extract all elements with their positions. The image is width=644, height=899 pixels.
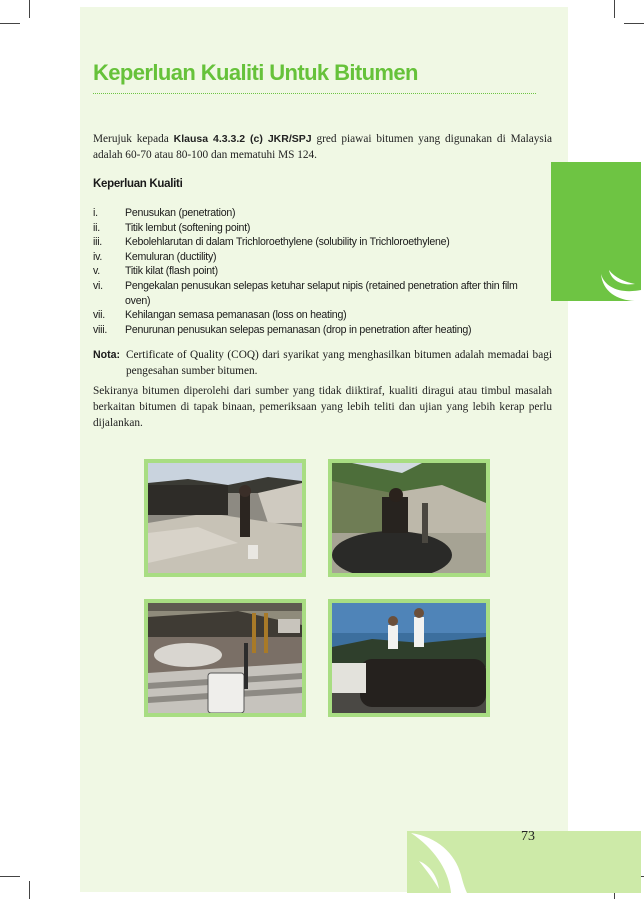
item-text: Kebolehlarutan di dalam Trichloroethylene (solubility in Trichloroethylene) bbox=[125, 236, 450, 249]
item-number: vi. bbox=[93, 279, 103, 292]
list-item bbox=[93, 264, 553, 279]
crop-mark bbox=[29, 0, 30, 18]
closing-paragraph: Sekiranya bitumen diperolehi dari sumber yang tidak diiktiraf, kualiti diragui atau timbul masalah berkaitan bitumen di tapak binaan, pemeriksaan yang lebih teliti dan ujian yang lebih kerap perlu dijalankan. bbox=[93, 385, 552, 429]
page-number: 73 bbox=[521, 829, 535, 844]
list-item bbox=[93, 206, 553, 221]
note-text: Certificate of Quality (COQ) dari syarikat yang menghasilkan bitumen adalah memadai bagi pengesahan sumber bitumen. bbox=[126, 349, 552, 377]
note-label: Nota: bbox=[93, 349, 121, 361]
item-number: i. bbox=[93, 207, 98, 219]
item-text: Pengekalan penusukan selepas ketuhar selaput nipis (retained penetration after thin film oven) bbox=[125, 279, 518, 307]
item-text: Penusukan (penetration) bbox=[125, 207, 236, 219]
crop-mark bbox=[624, 23, 644, 24]
section-heading: Keperluan Kualiti bbox=[93, 178, 183, 190]
leaf-icon bbox=[551, 162, 641, 301]
site-photo bbox=[328, 459, 490, 577]
crop-mark bbox=[29, 881, 30, 899]
crop-mark bbox=[614, 0, 615, 18]
site-photo bbox=[328, 599, 490, 717]
note-block bbox=[93, 347, 552, 379]
crop-mark bbox=[0, 23, 20, 24]
item-number: vii. bbox=[93, 309, 105, 322]
list-item bbox=[93, 308, 553, 323]
item-text: Titik lembut (softening point) bbox=[125, 221, 251, 234]
item-text: Penurunan penusukan selepas pemanasan (drop in penetration after heating) bbox=[125, 323, 472, 336]
item-number: viii. bbox=[93, 323, 108, 336]
clause-reference: Klausa 4.3.3.2 (c) JKR/SPJ bbox=[173, 133, 312, 145]
intro-text: Merujuk kepada bbox=[93, 133, 174, 145]
item-text: Titik kilat (flash point) bbox=[125, 265, 218, 278]
list-item bbox=[93, 221, 553, 236]
chapter-tab bbox=[551, 162, 641, 301]
intro-text: gred piawai bitumen yang digunakan di Malaysia adalah 60-70 atau 80-100 dan mematuhi MS 124. bbox=[93, 133, 552, 161]
item-text: Kehilangan semasa pemanasan (loss on heating) bbox=[125, 309, 347, 322]
crop-mark bbox=[0, 876, 20, 877]
list-item bbox=[93, 323, 553, 338]
list-item bbox=[93, 250, 553, 265]
item-text: Kemuluran (ductility) bbox=[125, 250, 217, 263]
item-number: iii. bbox=[93, 236, 103, 249]
list-item bbox=[93, 235, 553, 250]
quality-requirements-list bbox=[93, 206, 553, 337]
site-photo bbox=[144, 599, 306, 717]
page-title: Keperluan Kualiti Untuk Bitumen bbox=[93, 60, 418, 85]
item-number: ii. bbox=[93, 221, 100, 234]
item-number: iv. bbox=[93, 250, 103, 263]
site-photo bbox=[144, 459, 306, 577]
title-divider bbox=[93, 93, 536, 94]
item-number: v. bbox=[93, 265, 100, 278]
intro-paragraph bbox=[93, 131, 552, 163]
list-item bbox=[93, 279, 553, 308]
